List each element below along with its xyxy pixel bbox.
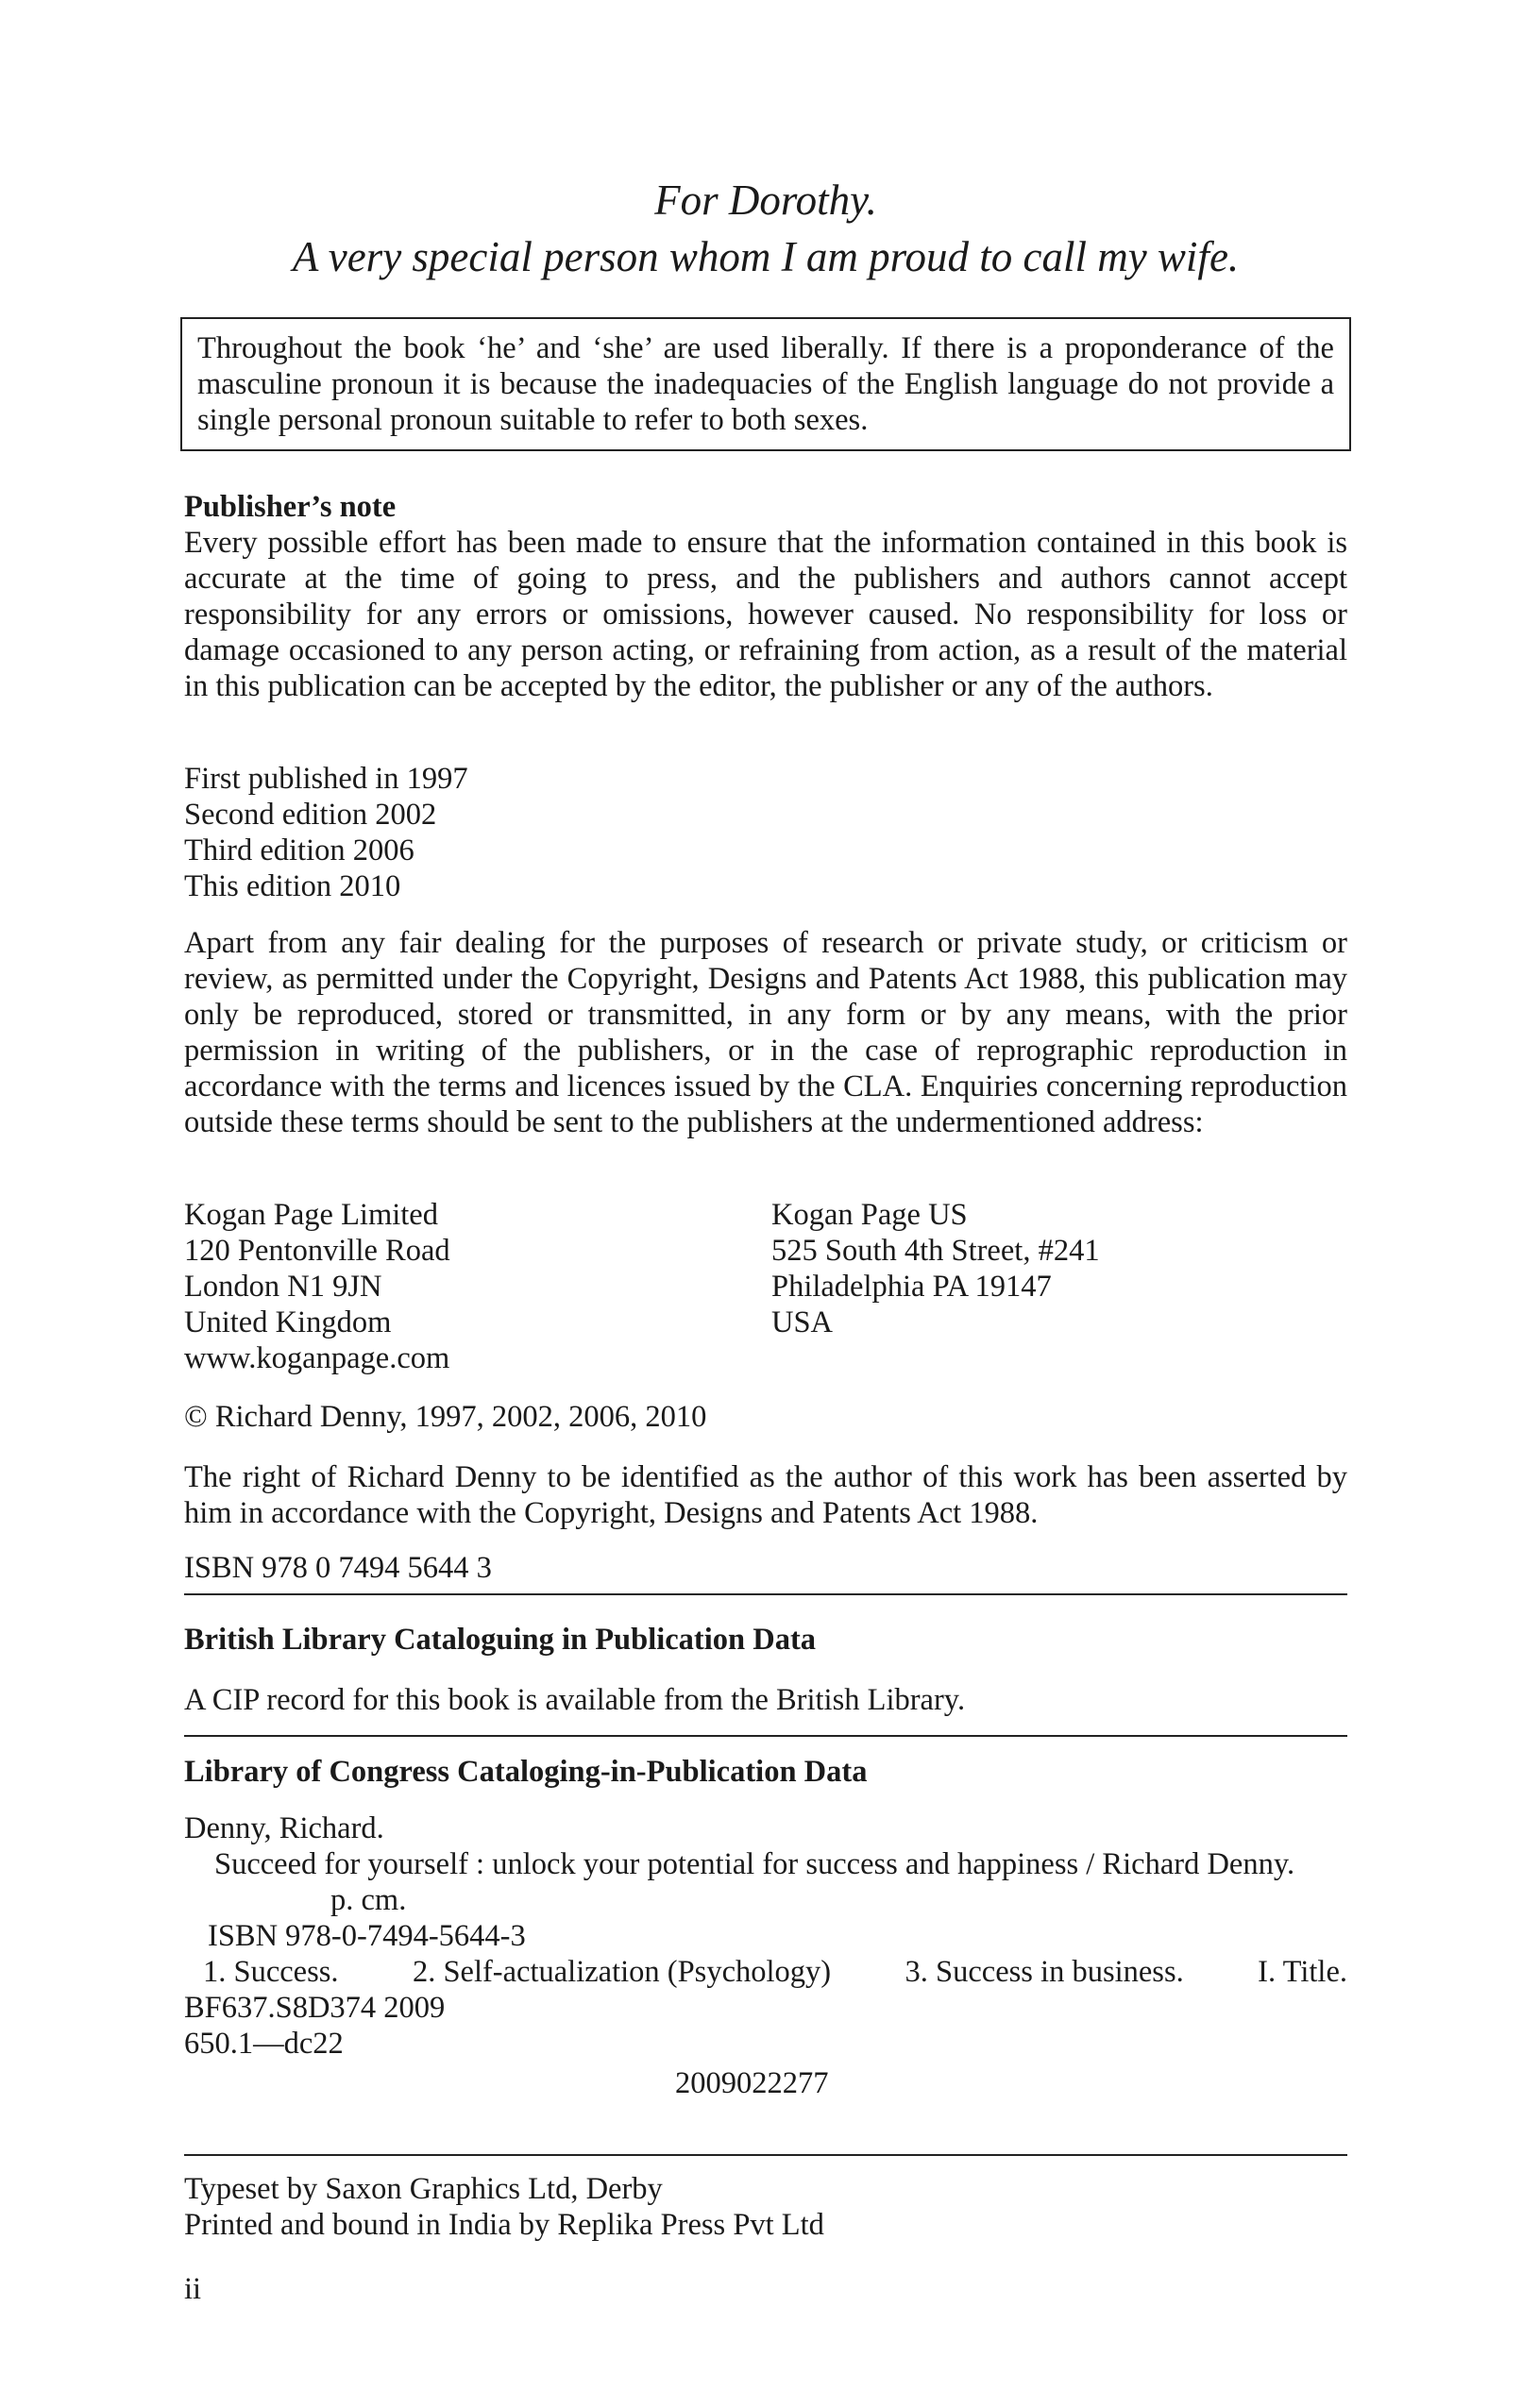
address-line: Philadelphia PA 19147	[771, 1270, 1052, 1304]
edition-line: First published in 1997	[184, 762, 468, 796]
cip-dewey: 650.1—dc22	[184, 2027, 344, 2061]
address-line: Kogan Page Limited	[184, 1198, 438, 1232]
cip-title: Succeed for yourself : unlock your potential for success and happiness / Richard Denny.	[214, 1847, 1295, 1881]
cip-subject: I. Title.	[1258, 1955, 1347, 1989]
address-line: United Kingdom	[184, 1305, 392, 1339]
dedication-line-2: A very special person whom I am proud to call my wife.	[292, 233, 1240, 280]
cip-lccn: 2009022277	[675, 2066, 829, 2100]
cip-subject: 2. Self-actualization (Psychology)	[412, 1955, 832, 1989]
address-line: 525 South 4th Street, #241	[771, 1234, 1100, 1268]
publishers-note	[184, 489, 1347, 704]
address-uk	[184, 1197, 450, 1376]
copyright-notice	[184, 925, 1347, 1140]
cip-subject: 3. Success in business.	[905, 1955, 1184, 1989]
printed-line: Printed and bound in India by Replika Press Pvt Ltd	[184, 2208, 824, 2242]
dedication	[184, 172, 1347, 285]
divider	[184, 1735, 1347, 1737]
cip-subject: 1. Success.	[203, 1955, 339, 1989]
dedication-line-1: For Dorothy.	[654, 177, 877, 224]
address-line: USA	[771, 1305, 834, 1339]
cip-isbn: ISBN 978-0-7494-5644-3	[208, 1919, 526, 1953]
page-number: ii	[184, 2272, 202, 2306]
cip-author: Denny, Richard.	[184, 1811, 384, 1845]
edition-line: This edition 2010	[184, 869, 401, 903]
copyright-line: © Richard Denny, 1997, 2002, 2006, 2010	[184, 1400, 707, 1434]
moral-rights-statement: The right of Richard Denny to be identified as the author of this work has been asserted by him in accordance with the Copyright, Designs and Patents Act 1988.	[184, 1460, 1347, 1530]
address-line: Kogan Page US	[771, 1198, 968, 1232]
british-library-heading: British Library Cataloguing in Publication Data	[184, 1623, 817, 1657]
address-line: London N1 9JN	[184, 1270, 382, 1304]
edition-line: Second edition 2002	[184, 798, 437, 832]
website-link[interactable]: www.koganpage.com	[184, 1341, 450, 1375]
address-line: 120 Pentonville Road	[184, 1234, 450, 1268]
cip-subjects	[184, 1954, 1347, 1990]
edition-history	[184, 761, 1347, 904]
edition-line: Third edition 2006	[184, 834, 414, 867]
cip-pcm: p. cm.	[330, 1883, 407, 1917]
divider	[184, 1593, 1347, 1595]
address-us	[771, 1197, 1100, 1340]
british-library-text: A CIP record for this book is available from the British Library.	[184, 1683, 966, 1717]
cip-classification: BF637.S8D374 2009	[184, 1991, 446, 2025]
divider	[184, 2154, 1347, 2156]
publishers-note-text: Every possible effort has been made to ensure that the information contained in this book is accurate at the time of going to press, and the publishers and authors cannot accept responsibility for any errors or omissions, however caused. No responsibility for loss or damage occasioned to any person acting, or refraining from action, as a result of the material in this publication can be accepted by the editor, the publisher or any of the authors.	[184, 526, 1347, 703]
typeset-line: Typeset by Saxon Graphics Ltd, Derby	[184, 2172, 663, 2206]
pronoun-notice-box: Throughout the book ‘he’ and ‘she’ are used liberally. If there is a proponderance of the masculine pronoun it is because the inadequacies of the English language do not provide a single personal pronoun suitable to refer to both sexes.	[180, 317, 1351, 451]
publishers-note-heading: Publisher’s note	[184, 490, 397, 524]
cip-record	[184, 1810, 1347, 2101]
printing-info	[184, 2171, 1347, 2243]
library-of-congress-heading: Library of Congress Cataloging-in-Publication Data	[184, 1755, 868, 1789]
isbn: ISBN 978 0 7494 5644 3	[184, 1551, 492, 1585]
copyright-notice-text: Apart from any fair dealing for the purposes of research or private study, or criticism or review, as permitted under the Copyright, Designs and Patents Act 1988, this publication may only be reproduced, stored or transmitted, in any form or by any means, with the prior permission in writing of the publishers, or in the case of reprographic reproduction in accordance with the terms and licences issued by the CLA. Enquiries concerning reproduction outside these terms should be sent to the publishers at the undermentioned address:	[184, 926, 1347, 1139]
